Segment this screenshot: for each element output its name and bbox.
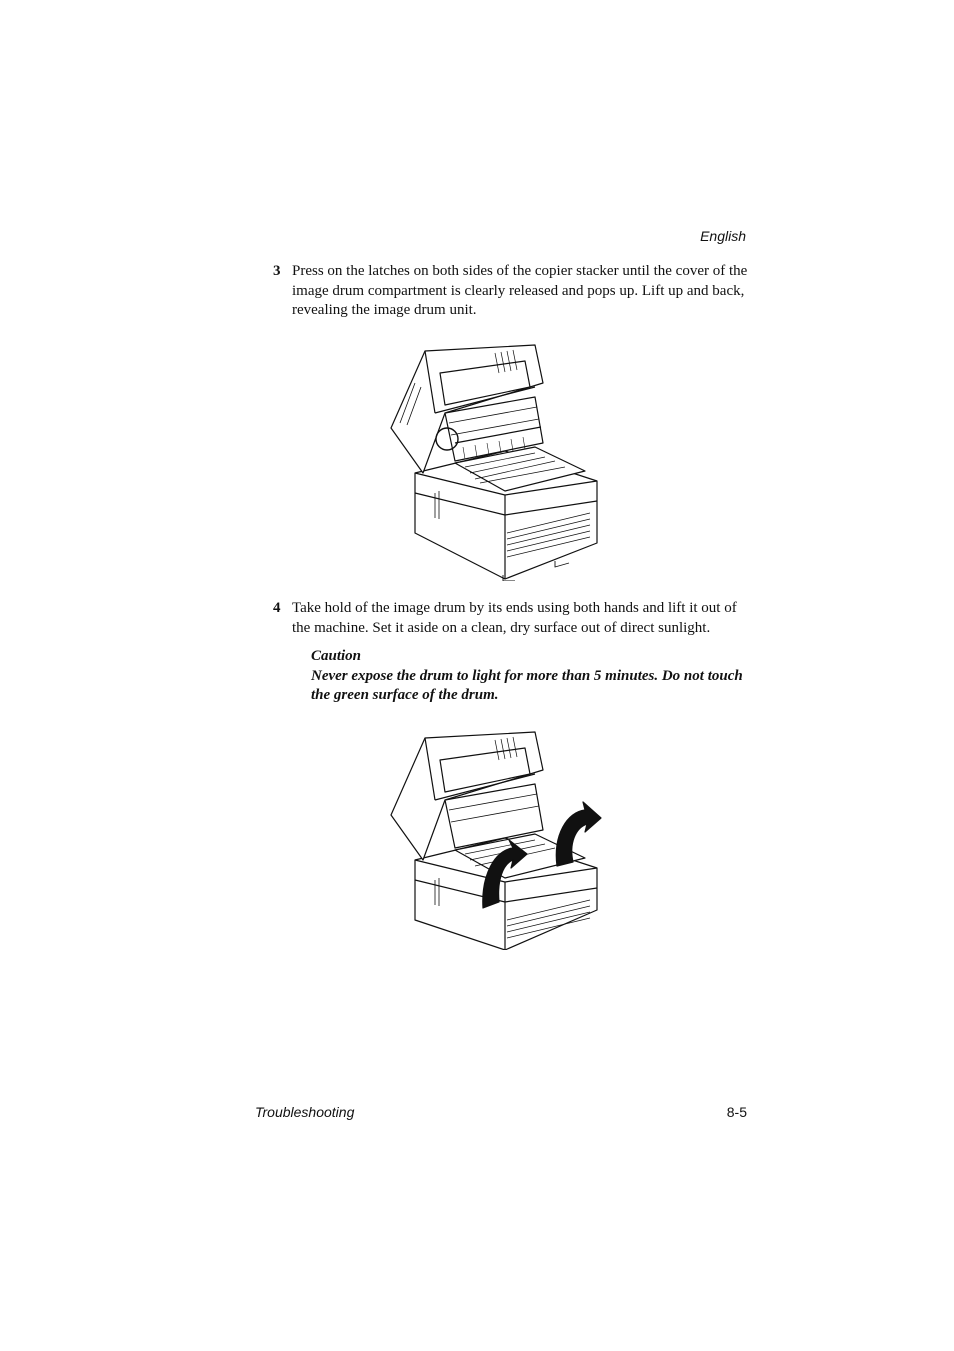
caution-text: Never expose the drum to light for more than 5 minutes. Do not touch the green surface of the drum. xyxy=(311,667,743,703)
header-language: English xyxy=(700,228,746,244)
caution-title: Caution xyxy=(311,648,362,664)
step-number: 3 xyxy=(273,263,281,279)
step-text: Take hold of the image drum by its ends using both hands and lift it out of the machine. Set it aside on a clean, dry surface out of direct sunlight. xyxy=(292,600,737,636)
printer-open-cover-illustration xyxy=(385,343,603,581)
printer-lift-drum-illustration xyxy=(385,730,603,950)
page-number: 8-5 xyxy=(726,1104,747,1120)
step-3 xyxy=(273,262,753,321)
step-4 xyxy=(273,599,753,638)
step-number: 4 xyxy=(273,600,281,616)
caution-note xyxy=(311,647,751,706)
step-text: Press on the latches on both sides of the copier stacker until the cover of the image drum compartment is clearly released and pops up. Lift up and back, revealing the image drum unit. xyxy=(292,263,748,318)
footer-section: Troubleshooting xyxy=(255,1104,355,1120)
